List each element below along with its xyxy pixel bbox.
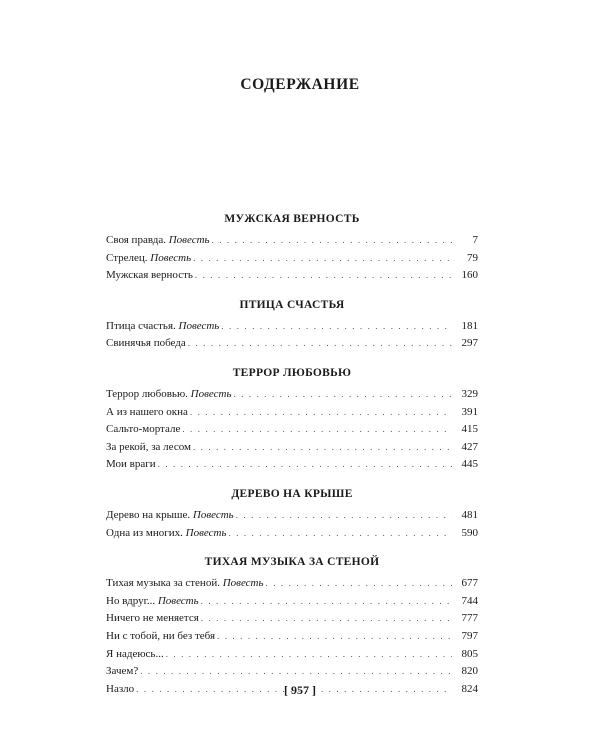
entry-title-text: Стрелец. bbox=[106, 251, 148, 264]
entry-title bbox=[106, 646, 166, 664]
entry-title-text: Назло bbox=[106, 682, 135, 695]
entry-title-text: Мои враги bbox=[106, 458, 156, 471]
table-of-contents bbox=[106, 211, 478, 710]
entry-title-text: За рекой, за лесом bbox=[106, 440, 191, 453]
toc-entry[interactable] bbox=[106, 386, 478, 404]
dot-leader bbox=[228, 525, 452, 543]
toc-entry[interactable] bbox=[106, 404, 478, 422]
entry-page-number: 481 bbox=[461, 508, 478, 521]
section-title: ДЕРЕВО НА КРЫШЕ bbox=[231, 487, 353, 500]
entry-title-text: А из нашего окна bbox=[106, 405, 188, 418]
entry-page-number: 824 bbox=[461, 682, 478, 695]
entry-title bbox=[106, 456, 158, 474]
entry-title-text: Сальто-мортале bbox=[106, 423, 181, 436]
section-title: ПТИЦА СЧАСТЬЯ bbox=[239, 298, 345, 311]
entry-genre: Повесть bbox=[190, 387, 232, 400]
dot-leader bbox=[193, 439, 452, 457]
entry-title bbox=[106, 439, 193, 457]
entry-title bbox=[106, 421, 182, 439]
entry-page-number: 777 bbox=[461, 612, 478, 625]
dot-leader bbox=[217, 628, 452, 646]
entry-title bbox=[106, 267, 195, 285]
entry-title-text: Ни с тобой, ни без тебя bbox=[106, 629, 216, 642]
entry-page-number: 805 bbox=[461, 647, 478, 660]
entry-title-text: Птица счастья. bbox=[106, 319, 176, 332]
toc-entry[interactable] bbox=[106, 232, 478, 250]
entry-title bbox=[106, 250, 193, 268]
dot-leader bbox=[201, 593, 452, 611]
entry-title bbox=[106, 593, 201, 611]
dot-leader bbox=[212, 232, 452, 250]
section-title: ТЕРРОР ЛЮБОВЬЮ bbox=[232, 366, 352, 379]
entry-genre: Повесть bbox=[178, 319, 220, 332]
bracket-right: ] bbox=[309, 683, 316, 697]
dot-leader bbox=[182, 421, 452, 439]
entry-page-number: 445 bbox=[461, 458, 478, 471]
entry-title bbox=[106, 507, 236, 525]
dot-leader bbox=[201, 610, 452, 628]
entry-title-text: Но вдруг... bbox=[106, 594, 156, 607]
toc-entry[interactable] bbox=[106, 421, 478, 439]
dot-leader bbox=[233, 386, 452, 404]
toc-entry[interactable] bbox=[106, 456, 478, 474]
entry-title bbox=[106, 386, 233, 404]
toc-entry[interactable] bbox=[106, 663, 478, 681]
toc-entry[interactable] bbox=[106, 628, 478, 646]
entry-title-text: Ничего не меняется bbox=[106, 612, 199, 625]
entry-title bbox=[106, 232, 212, 250]
entry-title bbox=[106, 610, 201, 628]
entry-title-text: Свинячья победа bbox=[106, 337, 186, 350]
dot-leader bbox=[221, 318, 452, 336]
toc-entry[interactable] bbox=[106, 267, 478, 285]
entry-page-number: 391 bbox=[461, 405, 478, 418]
toc-section bbox=[106, 211, 478, 285]
bracket-left: [ bbox=[284, 683, 291, 697]
entry-genre: Повесть bbox=[185, 526, 227, 539]
entry-title bbox=[106, 663, 140, 681]
entry-genre: Повесть bbox=[157, 594, 199, 607]
entry-title-text: Дерево на крыше. bbox=[106, 508, 191, 521]
page-footer bbox=[0, 683, 600, 698]
dot-leader bbox=[188, 335, 452, 353]
toc-section bbox=[106, 486, 478, 542]
entry-title bbox=[106, 525, 228, 543]
entry-genre: Повесть bbox=[192, 508, 234, 521]
toc-section bbox=[106, 297, 478, 353]
toc-entry[interactable] bbox=[106, 593, 478, 611]
entry-genre: Повесть bbox=[150, 251, 192, 264]
entry-title-text: Своя правда. bbox=[106, 234, 166, 246]
dot-leader bbox=[195, 267, 452, 285]
entry-page-number: 329 bbox=[461, 387, 478, 400]
entry-page-number: 297 bbox=[461, 337, 478, 350]
dot-leader bbox=[190, 404, 452, 422]
dot-leader bbox=[193, 250, 452, 268]
entry-page-number: 427 bbox=[461, 440, 478, 453]
entry-page-number: 181 bbox=[461, 319, 478, 332]
toc-entry[interactable] bbox=[106, 250, 478, 268]
toc-entry[interactable] bbox=[106, 575, 478, 593]
entry-title bbox=[106, 628, 217, 646]
entry-title bbox=[106, 335, 188, 353]
toc-entry[interactable] bbox=[106, 646, 478, 664]
toc-entry[interactable] bbox=[106, 318, 478, 336]
toc-entry[interactable] bbox=[106, 525, 478, 543]
entry-page-number: 820 bbox=[461, 665, 478, 678]
entry-title-text: Тихая музыка за стеной. bbox=[106, 577, 220, 590]
entry-page-number: 797 bbox=[461, 629, 478, 642]
toc-section bbox=[106, 365, 478, 474]
toc-entry[interactable] bbox=[106, 335, 478, 353]
dot-leader bbox=[266, 575, 452, 593]
dot-leader bbox=[140, 663, 452, 681]
entry-title-text: Террор любовью. bbox=[106, 387, 188, 400]
entry-page-number: 415 bbox=[461, 423, 478, 436]
entry-title-text: Мужская верность bbox=[106, 269, 193, 282]
page-title: СОДЕРЖАНИЕ bbox=[240, 76, 360, 93]
dot-leader bbox=[236, 507, 452, 525]
entry-title bbox=[106, 575, 266, 593]
entry-genre: Повесть bbox=[222, 577, 264, 590]
entry-title bbox=[106, 318, 221, 336]
page-number: 957 bbox=[291, 683, 309, 697]
entry-page-number: 79 bbox=[467, 251, 478, 264]
section-title: МУЖСКАЯ ВЕРНОСТЬ bbox=[224, 213, 360, 225]
toc-entry[interactable] bbox=[106, 439, 478, 457]
entry-page-number: 160 bbox=[461, 269, 478, 282]
entry-page-number: 744 bbox=[461, 594, 478, 607]
toc-entry[interactable] bbox=[106, 610, 478, 628]
entry-page-number: 677 bbox=[461, 577, 478, 590]
entry-title-text: Одна из многих. bbox=[106, 526, 183, 539]
entry-title-text: Зачем? bbox=[106, 665, 139, 678]
dot-leader bbox=[166, 646, 452, 664]
entry-page-number: 590 bbox=[461, 526, 478, 539]
toc-section bbox=[106, 554, 478, 698]
dot-leader bbox=[158, 456, 452, 474]
toc-entry[interactable] bbox=[106, 507, 478, 525]
entry-title-text: Я надеюсь... bbox=[106, 647, 164, 660]
entry-title bbox=[106, 404, 190, 422]
entry-page-number: 7 bbox=[472, 234, 478, 246]
entry-genre: Повесть bbox=[168, 234, 210, 246]
section-title: ТИХАЯ МУЗЫКА ЗА СТЕНОЙ bbox=[204, 556, 380, 569]
